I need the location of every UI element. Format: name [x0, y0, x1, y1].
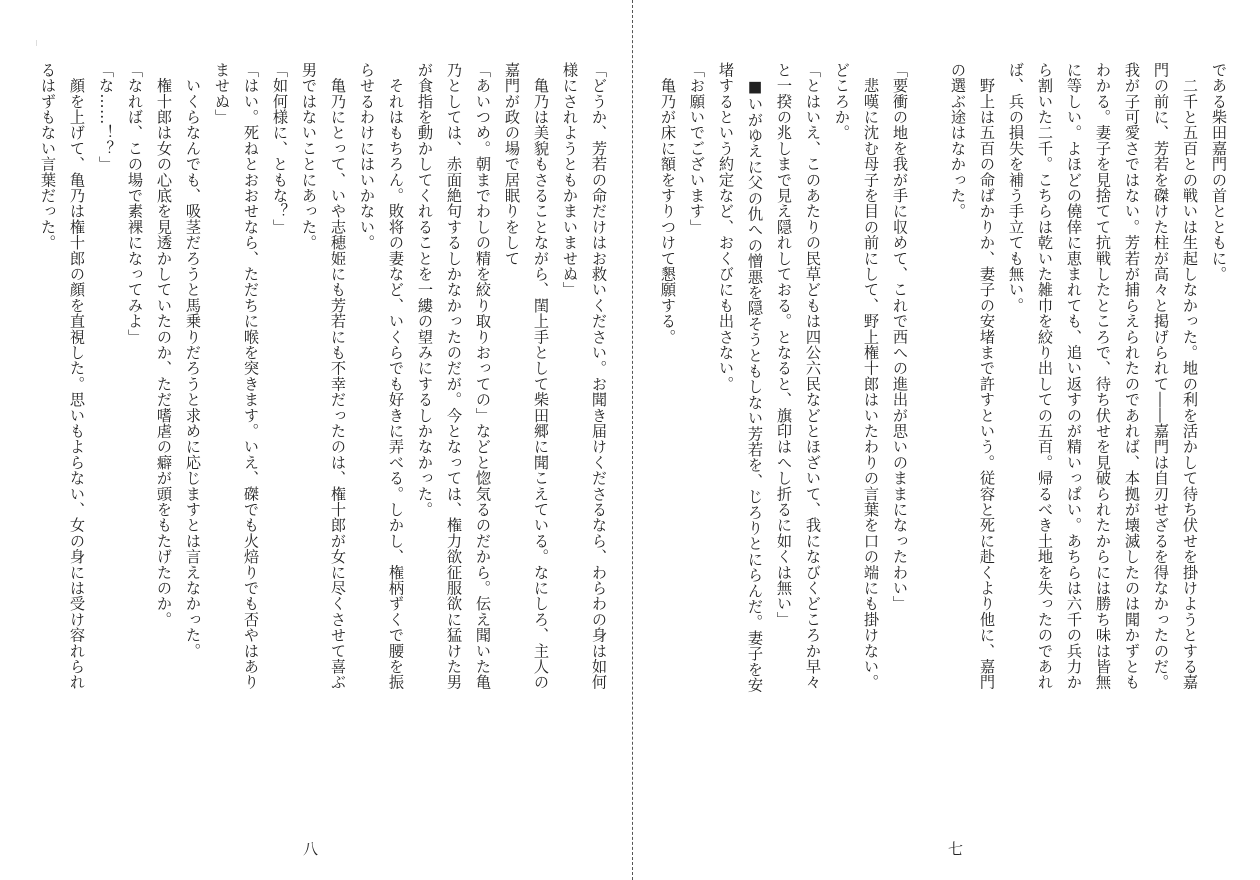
text-line: どころか。	[833, 62, 851, 141]
text-line: 「な……！？」	[97, 62, 115, 172]
text-line: いくらなんでも、吸茎だろうと馬乗りだろうと求めに応じますとは言えなかった。	[184, 62, 202, 659]
text-line: ら割いた二千。こちらは乾いた雑巾を絞り出しての五百。帰るべき土地を失ったのであれ	[1036, 62, 1054, 690]
text-line: 悲嘆に沈む母子を目の前にして、野上権十郎はいたわりの言葉を口の端にも掛けない。	[862, 62, 880, 690]
text-line: 様にされようともかまいませぬ」	[561, 62, 579, 298]
text-line: それはもちろん。敗将の妻など、いくらでも好きに弄べる。しかし、権柄ずくで腰を振	[387, 62, 405, 690]
text-line: 乃としては、赤面絶句するしかなかったのだが。今となっては、権力欲征服欲に猛けた男	[445, 62, 463, 690]
text-line: 「はい。死ねとおおせなら、ただちに喉を突きます。いえ、磔でも火焙りでも否やはあり	[242, 62, 260, 690]
text-line: 「とはいえ、このあたりの民草どもは四公六民などとほざいて、我になびくどころか早々	[804, 62, 822, 690]
text-line: である柴田嘉門の首とともに。	[1210, 62, 1228, 282]
text-line: 門の前に、芳若を磔けた柱が高々と掲げられて――嘉門は自刃せざるを得なかったのだ。	[1152, 62, 1170, 690]
text-line: ■いがゆえに父の仇への憎悪を隠そうともしない芳若を、じろりとにらんだ。妻子を安	[746, 62, 764, 693]
text-line: 「なれば、この場で素裸になってみよ」	[126, 62, 144, 345]
text-line: 「あいつめ。朝までわしの精を絞り取りおっての」などと惚気るのだから。伝え聞いた亀	[474, 62, 492, 690]
text-line: 「要衝の地を我が手に収めて、これで西への進出が思いのままになったわい」	[891, 62, 909, 612]
text-line: らせるわけにはいかない。	[358, 62, 376, 251]
text-line: 野上は五百の命ばかりか、妻子の安堵まで許すという。従容と死に赴くより他に、嘉門	[978, 62, 996, 690]
text-line: 堵するという約定など、おくびにも出さない。	[717, 62, 735, 392]
margin-mark	[36, 40, 37, 46]
text-line: 「如何様に、ともな？」	[271, 62, 289, 235]
text-line: わかる。妻子を見捨てて抗戦したところで、待ち伏せを見破られたからには勝ち味は皆無	[1094, 62, 1112, 690]
page-number: 八	[303, 840, 319, 858]
text-line: 権十郎は女の心底を見透かしていたのか、ただ嗜虐の癖が頭をもたげたのか。	[155, 62, 173, 628]
text-line: 「どうか、芳若の命だけはお救いください。お聞き届けくださるなら、わらわの身は如何	[590, 62, 608, 690]
text-line: 「お願いでございます」	[688, 62, 706, 235]
text-line: 嘉門が政の場で居眠りをして	[503, 62, 521, 267]
text-line	[918, 62, 940, 752]
text-line: 我が子可愛さではない。芳若が捕らえられたのであれば、本拠が壊滅したのは聞かずとも	[1123, 62, 1141, 690]
page-number: 七	[948, 840, 964, 858]
text-line: が食指を動かしてくれることを一縷の望みにするしかなかった。	[416, 62, 434, 518]
right-page	[630, 0, 1260, 880]
text-line: 顔を上げて、亀乃は権十郎の顔を直視した。思いもよらない、女の身には受け容れられ	[68, 62, 86, 690]
text-line: 亀乃にとって、いや志穂姫にも芳若にも不幸だったのは、権十郎が女に尽くさせて喜ぶ	[329, 62, 347, 690]
text-line: ば、兵の損失を補う手立ても無い。	[1007, 62, 1025, 314]
text-line: ませぬ」	[213, 62, 231, 125]
page-divider	[632, 0, 633, 880]
text-line: 亀乃は美貌もさることながら、閨上手として柴田郷に聞こえている。なにしろ、主人の	[532, 62, 550, 690]
text-line: るはずもない言葉だった。	[39, 62, 57, 251]
text-line: 亀乃が床に額をすりつけて懇願する。	[659, 62, 677, 345]
text-line: の選ぶ途はなかった。	[949, 62, 967, 219]
text-line: 二千と五百との戦いは生起しなかった。地の利を活かして待ち伏せを掛けようとする嘉	[1181, 62, 1199, 690]
text-line: に等しい。よほどの僥倖に恵まれても、追い返すのが精いっぱい。あちらは六千の兵力か	[1065, 62, 1083, 690]
text-line: と一揆の兆しまで見え隠れしておる。となると、旗印はへし折るに如くは無い」	[775, 62, 793, 628]
text-line: 男ではないことにあった。	[300, 62, 318, 251]
